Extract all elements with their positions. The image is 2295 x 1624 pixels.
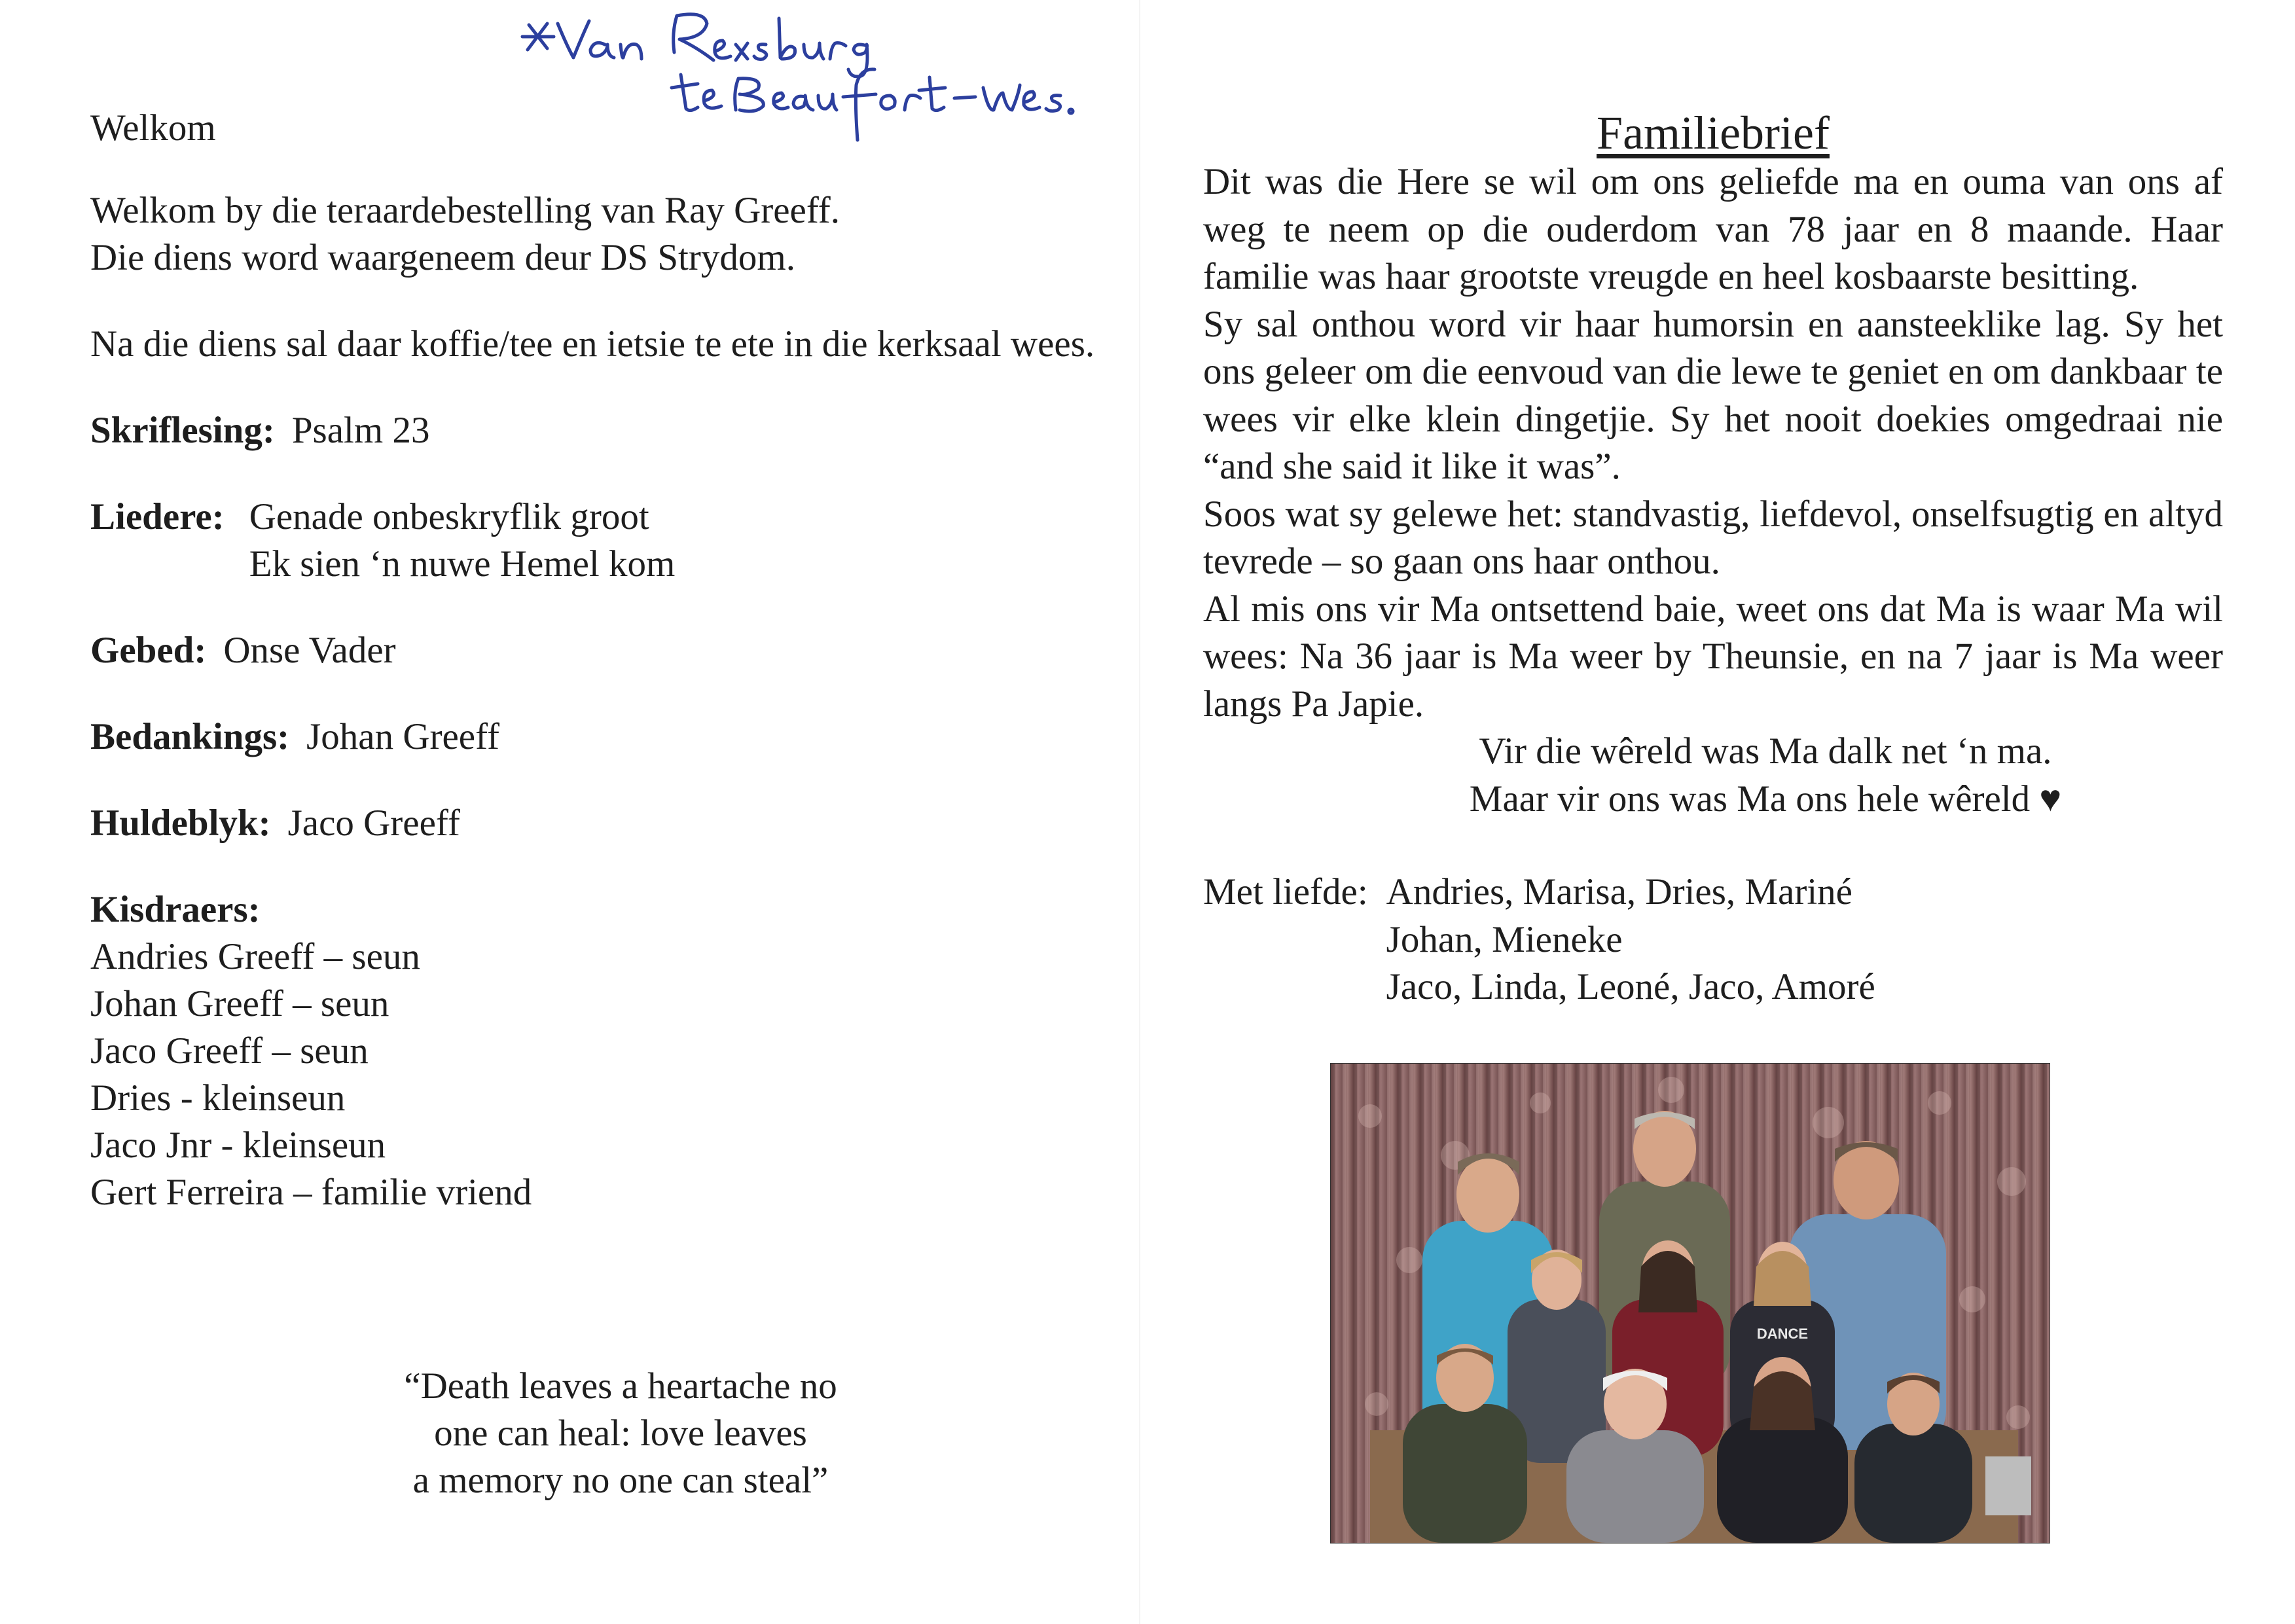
- signoff-name-line: Johan, Mieneke: [1386, 918, 1623, 960]
- letter-paragraph: Sy sal onthou word vir haar humorsin en aansteeklike lag. Sy het ons geleer om die eenvoud van die lewe te geniet en om dankbaar te wees vir elke klein dingetjie. Sy het nooit doekies omgedraai nie “and she said it like it was”.: [1203, 303, 2223, 487]
- family-photo-image: [1331, 1064, 2050, 1543]
- bearer-item: Gert Ferreira – familie vriend: [90, 1172, 532, 1213]
- prayer-label: Gebed:: [90, 630, 207, 671]
- tribute-row: [90, 800, 1111, 847]
- refreshments-text: Na die diens sal daar koffie/tee en ietsie te ete in die kerksaal wees.: [90, 323, 1095, 365]
- songs-row: [90, 494, 1111, 588]
- quote-line: one can heal: love leaves: [434, 1413, 807, 1454]
- letter-paragraph: Al mis ons vir Ma ontsettend baie, weet ons dat Ma is waar Ma wil wees: Na 36 jaar is Ma weer by Theunsie, en na 7 jaar is Ma weer langs Pa Japie.: [1203, 588, 2223, 725]
- welcome-heading: Welkom: [90, 107, 216, 149]
- family-photo: [1330, 1063, 2050, 1543]
- signoff-names: [1386, 869, 2223, 1011]
- thanks-row: [90, 713, 1111, 761]
- bearers-section: [90, 886, 1111, 1216]
- quote-line: a memory no one can steal”: [412, 1460, 829, 1501]
- signoff-name-line: Andries, Marisa, Dries, Mariné: [1386, 871, 1852, 912]
- welcome-line-1: Welkom by die teraardebestelling van Ray Greeff.: [90, 190, 840, 231]
- welcome-paragraph: [90, 187, 1111, 281]
- scripture-value: Psalm 23: [291, 410, 430, 451]
- letter-paragraph: Dit was die Here se wil om ons geliefde ma en ouma van ons af weg te neem op die ouderdom van 78 jaar en 8 maande. Haar familie was haar grootste vreugde en heel kosbaarste besitting.: [1203, 161, 2223, 297]
- fold-line: [1139, 0, 1140, 1624]
- family-letter-body: [1203, 158, 2223, 728]
- song-item: Ek sien ‘n nuwe Hemel kom: [249, 543, 676, 585]
- bearer-item: Jaco Greeff – seun: [90, 1030, 369, 1072]
- song-item: Genade onbeskryflik groot: [249, 496, 649, 537]
- signoff-label: Met liefde:: [1203, 871, 1368, 912]
- shirt-text: DANCE: [1756, 1326, 1809, 1342]
- family-letter-title: Familiebrief: [1597, 107, 1830, 159]
- bearer-item: Dries - kleinseun: [90, 1077, 346, 1119]
- memorial-quote: [90, 1363, 1111, 1504]
- order-of-service: [90, 105, 1111, 1216]
- bearer-item: Jaco Jnr - kleinseun: [90, 1125, 386, 1166]
- signoff-name-line: Jaco, Linda, Leoné, Jaco, Amoré: [1386, 966, 1875, 1007]
- tribute-label: Huldeblyk:: [90, 803, 271, 844]
- tribute-value: Jaco Greeff: [287, 803, 460, 844]
- songs-label: Liedere:: [90, 496, 225, 537]
- bearer-item: Johan Greeff – seun: [90, 983, 389, 1024]
- bearer-item: Andries Greeff – seun: [90, 936, 420, 977]
- songs-list: [249, 494, 1111, 588]
- prayer-value: Onse Vader: [223, 630, 396, 671]
- letter-paragraph: Soos wat sy gelewe het: standvastig, liefdevol, onselfsugtig en altyd tevrede – so gaan ons haar onthou.: [1203, 493, 2223, 582]
- quote-line: “Death leaves a heartache no: [404, 1365, 837, 1407]
- closing-line-1: Vir die wêreld was Ma dalk net ‘n ma.: [1479, 731, 2052, 772]
- family-letter: [1203, 105, 2223, 1011]
- scripture-row: [90, 407, 1111, 454]
- thanks-label: Bedankings:: [90, 716, 290, 757]
- prayer-row: [90, 627, 1111, 674]
- letter-signoff: [1203, 869, 2223, 1011]
- letter-closing: [1203, 728, 2223, 823]
- bearers-label: Kisdraers:: [90, 889, 261, 930]
- scripture-label: Skriflesing:: [90, 410, 275, 451]
- closing-line-2: Maar vir ons was Ma ons hele wêreld ♥: [1469, 778, 2062, 820]
- welcome-line-2: Die diens word waargeneem deur DS Strydom.: [90, 237, 795, 278]
- thanks-value: Johan Greeff: [306, 716, 500, 757]
